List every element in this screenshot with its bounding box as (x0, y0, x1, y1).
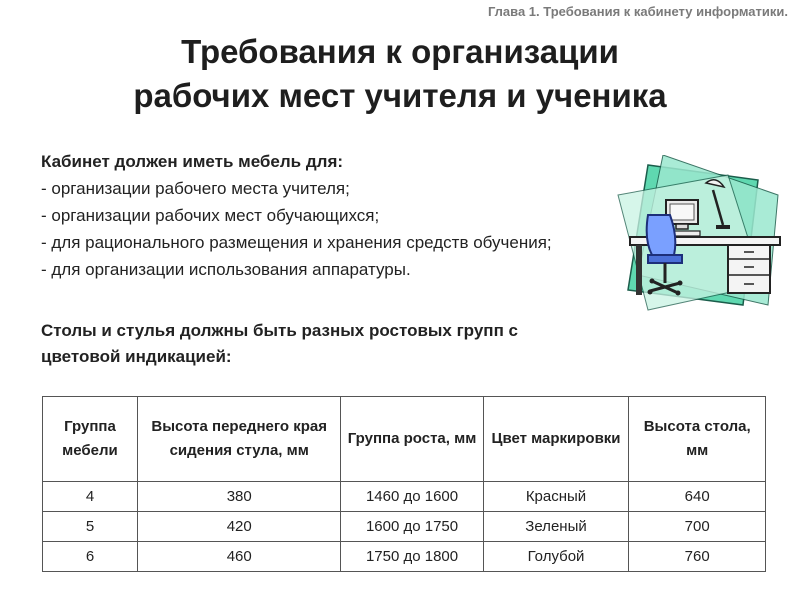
table-header-row (43, 397, 766, 482)
table-cell: 760 (629, 542, 766, 572)
table-cell: 460 (137, 542, 340, 572)
table-cell: 6 (43, 542, 138, 572)
table-row (43, 542, 766, 572)
table-caption: Столы и стулья должны быть разных ростовых групп с цветовой индикацией: (41, 321, 519, 366)
chapter-header: Глава 1. Требования к кабинету информатики. (487, 4, 788, 19)
title-line-1: Требования к организации (181, 33, 619, 70)
table-cell: 1750 до 1800 (341, 542, 483, 572)
table-cell: Зеленый (483, 512, 629, 542)
column-header: Группа мебели (43, 397, 138, 482)
table-cell: 380 (137, 482, 340, 512)
table-cell: Красный (483, 482, 629, 512)
furniture-table (42, 396, 766, 572)
table-cell: 1460 до 1600 (341, 482, 483, 512)
list-item: - организации рабочего места учителя; (41, 179, 350, 198)
furniture-requirements (41, 148, 611, 283)
list-item: - для рационального размещения и хранения средств обучения; (41, 233, 552, 252)
column-header: Высота переднего края сидения стула, мм (137, 397, 340, 482)
table-cell: 4 (43, 482, 138, 512)
table-cell: 700 (629, 512, 766, 542)
column-header: Высота стола, мм (629, 397, 766, 482)
list-item: - для организации использования аппаратуры. (41, 260, 411, 279)
section-heading: Кабинет должен иметь мебель для: (41, 152, 344, 171)
table-cell: Голубой (483, 542, 629, 572)
title-line-2: рабочих мест учителя и ученика (133, 77, 667, 114)
column-header: Цвет маркировки (483, 397, 629, 482)
column-header: Группа роста, мм (341, 397, 483, 482)
table-cell: 420 (137, 512, 340, 542)
table-cell: 5 (43, 512, 138, 542)
table-cell: 640 (629, 482, 766, 512)
page-title (0, 30, 800, 118)
table-row (43, 482, 766, 512)
table-row (43, 512, 766, 542)
table-cell: 1600 до 1750 (341, 512, 483, 542)
list-item: - организации рабочих мест обучающихся; (41, 206, 380, 225)
office-desk-computer-clipart (608, 155, 788, 315)
